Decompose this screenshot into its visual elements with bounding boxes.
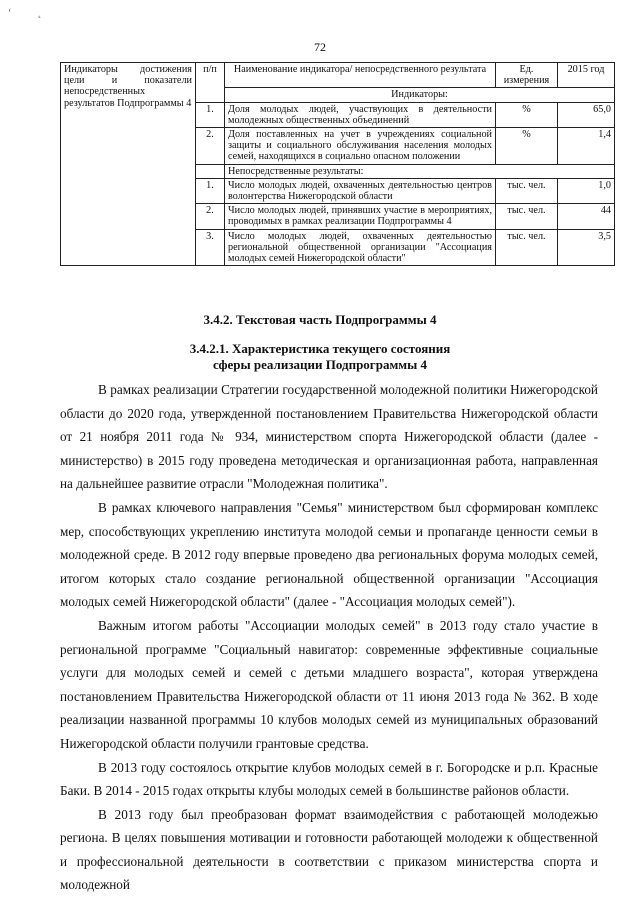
row-name: Доля поставленных на учет в учреждениях социальной защиты и социального обслуживания населения молодых семей, находящихся в социально опасном положении	[225, 128, 496, 165]
paragraph: В рамках ключевого направления "Семья" министерством был сформирован комплекс мер, способствующих укреплению института молодой семьи и пропаганде ценности семьи в молодежной среде. В 2012 году впервые проведено два региональных форума молодых семей, итогом которых стало создание региональной общественной организации "Ассоциация молодых семей Нижегородской области" (далее - "Ассоциация молодых семей").	[60, 499, 598, 610]
row-name: Число молодых людей, охваченных деятельностью центров волонтерства Нижегородской области	[225, 178, 496, 203]
row-unit: тыс. чел.	[496, 204, 558, 229]
empty-cell	[196, 164, 225, 178]
margin-mark: ʻ	[8, 8, 12, 19]
col-year-header: 2015 год	[558, 63, 615, 88]
body-text	[60, 378, 598, 897]
indicators-table	[60, 62, 615, 266]
page-number: 72	[314, 40, 326, 54]
row-name: Число молодых людей, принявших участие в мероприятиях, проводимых в рамках реализации Подпрограммы 4	[225, 204, 496, 229]
row-value: 65,0	[558, 102, 615, 127]
table-header-row	[61, 63, 615, 88]
row-unit: %	[496, 102, 558, 127]
margin-mark: ˛	[38, 8, 42, 19]
row-num: 1.	[196, 102, 225, 127]
row-num: 2.	[196, 128, 225, 165]
row-num: 1.	[196, 178, 225, 203]
paragraph: В рамках реализации Стратегии государственной молодежной политики Нижегородской области до 2020 года, утвержденной постановлением Правительства Нижегородской области от 21 ноября 2011 года № 934, министерством спорта Нижегородской области (далее - министерство) в 2015 году проведена методическая и организационная работа, направленная на дальнейшее развитие отрасли "Молодежная политика".	[60, 382, 598, 492]
subsection-heading-line1: 3.4.2.1. Характеристика текущего состояния	[189, 341, 451, 356]
row-num: 3.	[196, 229, 225, 266]
row-unit: тыс. чел.	[496, 229, 558, 266]
row-value: 1,4	[558, 128, 615, 165]
col-unit-header: Ед. измерения	[496, 63, 558, 88]
section-heading: 3.4.2. Текстовая часть Подпрограммы 4	[203, 312, 437, 327]
subsection-heading-line2: сферы реализации Подпрограммы 4	[212, 357, 428, 372]
row-value: 1,0	[558, 178, 615, 203]
paragraph: В 2013 году состоялось открытие клубов молодых семей в г. Богородске и р.п. Красные Баки. В 2014 - 2015 годах открыты клубы молодых семей в большинстве районов области.	[60, 759, 598, 799]
col-num-header: п/п	[196, 63, 225, 103]
row-unit: тыс. чел.	[496, 178, 558, 203]
row-name: Доля молодых людей, участвующих в деятельности молодежных общественных объединений	[225, 102, 496, 127]
left-header-cell: Индикаторы достижения цели и показатели непосредственных результатов Подпрограммы 4	[61, 63, 196, 266]
indicators-label: Индикаторы:	[225, 88, 615, 102]
row-name: Число молодых людей, охваченных деятельностью региональной общественной организации "Ассоциация молодых семей Нижегородской области"	[225, 229, 496, 266]
results-label: Непосредственные результаты:	[225, 164, 615, 178]
paragraph: В 2013 году был преобразован формат взаимодействия с работающей молодежью региона. В целях повышения мотивации и готовности работающей молодежи к общественной и профессиональной деятельности в соответствии с приказом министерства спорта и молодежной	[60, 806, 598, 893]
col-name-header: Наименование индикатора/ непосредственного результата	[225, 63, 496, 88]
row-value: 3,5	[558, 229, 615, 266]
row-num: 2.	[196, 204, 225, 229]
row-value: 44	[558, 204, 615, 229]
row-unit: %	[496, 128, 558, 165]
paragraph: Важным итогом работы "Ассоциации молодых семей" в 2013 году стало участие в региональной программе "Социальный навигатор: современные эффективные социальные услуги для молодых семей и семей с детьми младшего возраста", которая утверждена постановлением Правительства Нижегородской области от 11 июня 2013 года № 362. В ходе реализации названной программы 10 клубов молодых семей из муниципальных образований Нижегородской области получили грантовые средства.	[60, 617, 598, 751]
